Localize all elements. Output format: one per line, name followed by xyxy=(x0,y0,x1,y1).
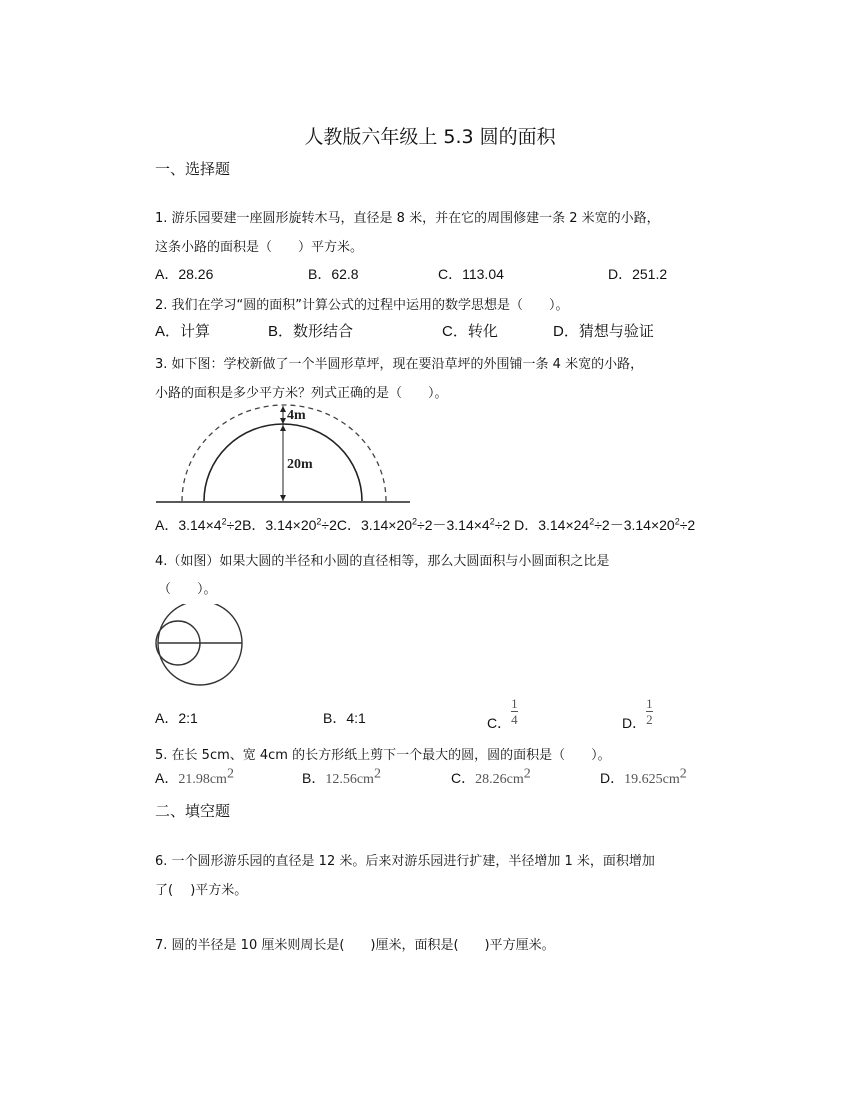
question-5-option-c: C．$28.26cm^2$ xyxy=(451,766,531,787)
question-3-line-2: 小路的面积是多少平方米？列式正确的是（ ）。 xyxy=(155,386,448,401)
question-2-option-b: B．数形结合 xyxy=(268,323,354,340)
question-3-line-1: 3. 如下图：学校新做了一个半圆形草坪，现在要沿草坪的外围铺一条 4 米宽的小路， xyxy=(155,357,644,372)
question-1-option-a: A．28.26 xyxy=(155,266,214,282)
question-1-line-2: 这条小路的面积是（ ）平方米。 xyxy=(155,240,364,255)
question-6-line-2: 了( )平方米。 xyxy=(155,883,248,898)
question-6-line-1: 6. 一个圆形游乐园的直径是 12 米。后来对游乐园进行扩建，半径增加 1 米，面积增加 xyxy=(155,854,655,869)
question-3-option-b: B．$3.14\times 20^2\div 2$ xyxy=(242,516,337,533)
question-3-option-c: C．$3.14\times 20^2\div 2-3.14\times 4^2\div 2$ xyxy=(336,516,511,533)
question-4-line-1: 4.（如图）如果大圆的半径和小圆的直径相等，那么大圆面积与小圆面积之比是 xyxy=(155,554,610,569)
semicircle-path-figure xyxy=(150,400,415,508)
outer-width-label: 4m xyxy=(287,408,306,423)
question-4-option-a: A．2:1 xyxy=(155,710,198,726)
question-1-line-1: 1. 游乐园要建一座圆形旋转木马，直径是 8 米，并在它的周围修建一条 2 米宽的小路， xyxy=(155,211,660,226)
fraction-one-quarter: $\frac{1}{4}$ xyxy=(511,696,518,727)
question-5-option-d: D．$19.625cm^2$ xyxy=(600,766,687,787)
question-1-option-b: B．62.8 xyxy=(308,266,359,282)
section-heading-fill: 二、填空题 xyxy=(155,802,231,820)
section-heading-choice: 一、选择题 xyxy=(155,160,231,178)
question-4-option-b: B．4:1 xyxy=(323,710,366,726)
page-title: 人教版六年级上 5.3 圆的面积 xyxy=(304,126,556,148)
question-1-option-c: C．113.04 xyxy=(438,266,504,282)
question-3-option-d: D．$3.14\times 24^2\div 2-3.14\times 20^2\div 2$ xyxy=(514,516,696,533)
question-4-option-c: C． $\frac{1}{4}$ xyxy=(487,696,518,731)
question-4-option-d: D． $\frac{1}{2}$ xyxy=(622,696,653,731)
two-circles-figure xyxy=(153,604,253,690)
question-1-option-d: D．251.2 xyxy=(608,266,668,282)
question-2-option-d: D．猜想与验证 xyxy=(553,323,654,340)
question-2-text: 2. 我们在学习“圆的面积”计算公式的过程中运用的数学思想是（ ）。 xyxy=(155,298,569,313)
question-3-option-a: A．$3.14\times 4^2\div 2$ xyxy=(155,516,243,533)
fraction-one-half: $\frac{1}{2}$ xyxy=(646,696,653,727)
question-2-option-c: C．转化 xyxy=(442,323,498,340)
question-3-options xyxy=(155,515,695,535)
question-5-option-b: B．$12.56cm^2$ xyxy=(302,766,381,787)
question-7-text: 7. 圆的半径是 10 厘米则周长是( )厘米，面积是( )平方厘米。 xyxy=(155,938,555,953)
question-5-text: 5. 在长 5cm、宽 4cm 的长方形纸上剪下一个最大的圆，圆的面积是（ ）。 xyxy=(155,748,611,763)
radius-label: 20m xyxy=(287,457,313,472)
question-2-option-a: A．计算 xyxy=(155,323,211,340)
question-4-line-2: （ ）。 xyxy=(158,582,217,597)
question-5-option-a: A．$21.98cm^2$ xyxy=(155,766,234,787)
